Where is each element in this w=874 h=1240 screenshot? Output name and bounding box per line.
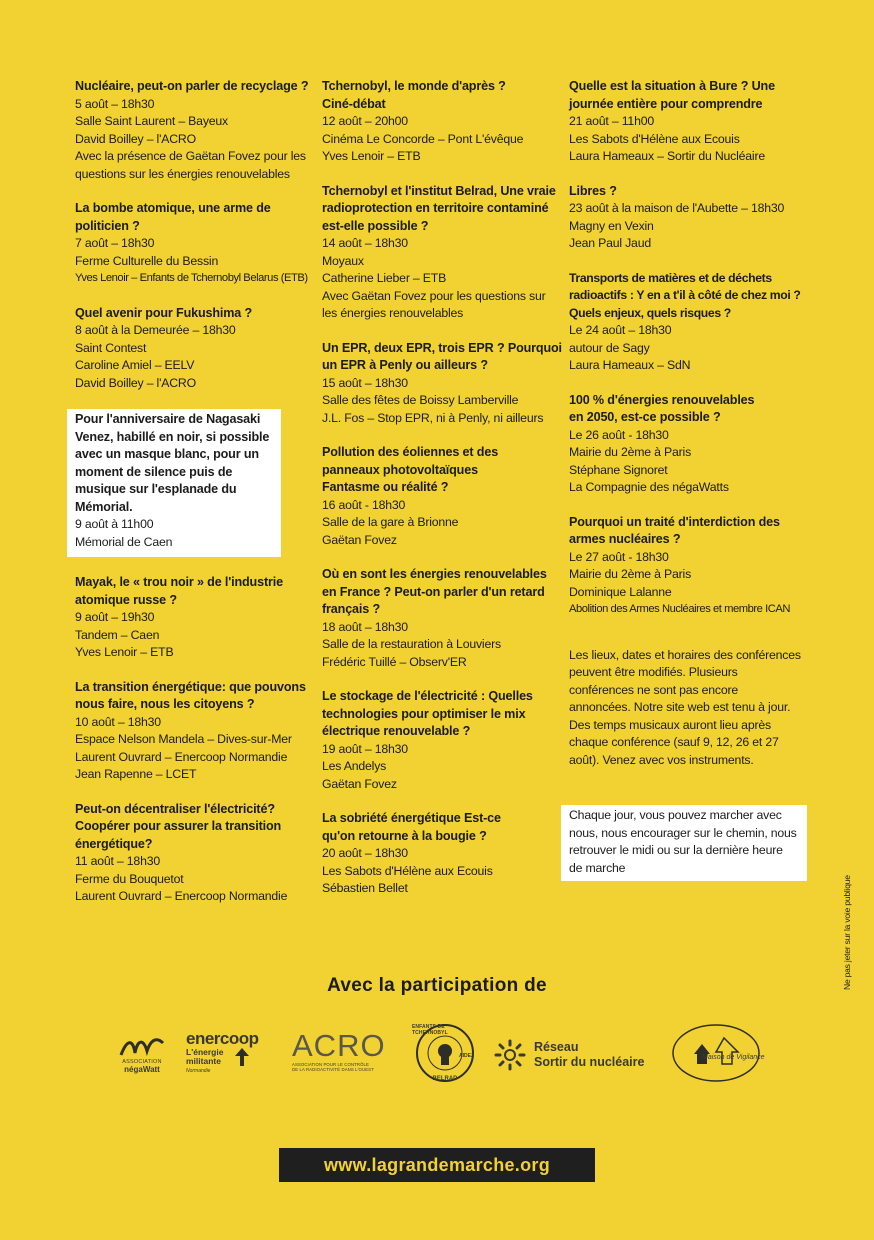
acro-logo bbox=[292, 1030, 392, 1080]
acro-name: ACRO bbox=[292, 1028, 386, 1063]
event-place: Mémorial de Caen bbox=[75, 534, 173, 549]
event-title: Transports de matières et de déchets radioactifs : Y en a t'il à côté de chez moi ? Quels enjeux, quels risques ? bbox=[569, 270, 801, 320]
event-speaker: Jean Paul Jaud bbox=[569, 236, 651, 250]
event-place: Cinéma Le Concorde – Pont L'évêque bbox=[322, 131, 524, 146]
event-place: Mairie du 2ème à Paris bbox=[569, 567, 692, 581]
event-speaker: Laurent Ouvrard – Enercoop Normandie bbox=[75, 889, 288, 903]
event bbox=[322, 566, 562, 671]
event-place: Saint Contest bbox=[75, 340, 147, 355]
enercoop-tagline-row bbox=[186, 1048, 249, 1066]
event-date: 8 août à la Demeurée – 18h30 bbox=[75, 323, 236, 337]
event bbox=[322, 810, 562, 898]
event bbox=[569, 270, 809, 375]
vigilance-seal-icon bbox=[672, 1024, 760, 1082]
event-title: Pollution des éoliennes et des panneaux photovoltaïques Fantasme ou réalité ? bbox=[322, 445, 499, 494]
walk-note-box: Chaque jour, vous pouvez marcher avec nous, nous encourager sur le chemin, nous retrouver le midi ou sur la dernière heure de marche bbox=[561, 805, 807, 881]
event-speaker: David Boilley – l'ACRO bbox=[75, 131, 196, 146]
column-3 bbox=[569, 78, 809, 769]
event-place: Salle de la restauration à Louviers bbox=[322, 637, 501, 651]
event-place: Tandem – Caen bbox=[75, 627, 160, 642]
event-place: Salle de la gare à Brionne bbox=[322, 515, 459, 529]
event-title: Quelle est la situation à Bure ? Une journée entière pour comprendre bbox=[569, 79, 775, 111]
column-1 bbox=[75, 78, 315, 923]
event-speaker: Dominique Lalanne bbox=[569, 584, 672, 599]
event-title: 100 % d'énergies renouvelables en 2050, est-ce possible ? bbox=[569, 392, 755, 424]
event-place: Espace Nelson Mandela – Dives-sur-Mer bbox=[75, 732, 292, 746]
enercoop-tag2: militante bbox=[186, 1056, 221, 1066]
enercoop-name: enercoop bbox=[186, 1029, 259, 1048]
event-title: Tchernobyl et l'institut Belrad, Une vraie radioprotection en territoire contaminé est-elle possible ? bbox=[322, 183, 556, 233]
event-date: 15 août – 18h30 bbox=[322, 375, 408, 390]
event-date: 5 août – 18h30 bbox=[75, 96, 155, 111]
event bbox=[75, 574, 315, 662]
event bbox=[322, 688, 562, 793]
event-date: 19 août – 18h30 bbox=[322, 741, 408, 756]
event-date: 9 août à 11h00 bbox=[75, 517, 154, 531]
event-date: 11 août – 18h30 bbox=[75, 854, 160, 868]
event bbox=[322, 340, 562, 428]
event bbox=[75, 200, 315, 288]
event-date: 9 août – 19h30 bbox=[75, 610, 155, 624]
event-title: Mayak, le « trou noir » de l'industrie atomique russe ? bbox=[75, 575, 283, 607]
event bbox=[569, 514, 809, 619]
website-url[interactable]: www.lagrandemarche.org bbox=[279, 1148, 595, 1182]
reseau-text bbox=[534, 1040, 644, 1070]
event-place: Salle des fêtes de Boissy Lamberville bbox=[322, 393, 519, 407]
event-speaker: Caroline Amiel – EELV bbox=[75, 358, 195, 372]
event-place: Salle Saint Laurent – Bayeux bbox=[75, 114, 228, 128]
event-date: 7 août – 18h30 bbox=[75, 236, 155, 250]
nagasaki-box bbox=[67, 409, 281, 557]
column-2 bbox=[322, 78, 562, 915]
event-place: Mairie du 2ème à Paris bbox=[569, 445, 692, 459]
event-title: Un EPR, deux EPR, trois EPR ? Pourquoi un EPR à Penly ou ailleurs ? bbox=[322, 340, 562, 372]
event bbox=[569, 183, 809, 253]
belrad-top: ENFANTS DE TCHERNOBYL bbox=[412, 1024, 448, 1036]
event-speaker: Laura Hameaux – Sortir du Nucléaire bbox=[569, 149, 766, 163]
event-title: La sobriété énergétique Est-ce qu'on retourne à la bougie ? bbox=[322, 811, 501, 843]
event-title: Où en sont les énergies renouvelables en France ? Peut-on parler d'un retard français ? bbox=[322, 567, 547, 616]
event-place: Ferme du Bouquetot bbox=[75, 871, 184, 886]
enercoop-logo bbox=[186, 1030, 276, 1082]
participation-heading: Avec la participation de bbox=[327, 975, 547, 996]
reseau-line1: Réseau bbox=[534, 1040, 579, 1054]
event-speaker: Jean Rapenne – LCET bbox=[75, 767, 197, 781]
reseau-logo bbox=[494, 1038, 664, 1072]
event-speaker: Gaëtan Fovez bbox=[322, 532, 397, 547]
event-place: Magny en Vexin bbox=[569, 218, 654, 233]
event-speaker: Frédéric Tuillé – Observ'ER bbox=[322, 654, 467, 669]
belrad-text bbox=[412, 1024, 478, 1084]
event-title: Pour l'anniversaire de Nagasaki Venez, habillé en noir, si possible avec un masque blanc, pour un moment de silence puis de musique sur l'esplanade du Mémorial. bbox=[75, 412, 270, 514]
vigilance-logo bbox=[672, 1024, 765, 1082]
negawatt-line2: négaWatt bbox=[124, 1064, 160, 1074]
negawatt-line1: ASSOCIATION bbox=[122, 1058, 162, 1065]
acro-sub1: ASSOCIATION POUR LE CONTRÔLE bbox=[292, 1062, 369, 1067]
legal-mention: Ne pas jeter sur la voie publique bbox=[842, 875, 852, 990]
event bbox=[75, 78, 315, 183]
event-date: 14 août – 18h30 bbox=[322, 236, 408, 250]
event-title: Peut-on décentraliser l'électricité? Coopérer pour assurer la transition énergétique? bbox=[75, 801, 282, 851]
event-title: La bombe atomique, une arme de politicien ? bbox=[75, 201, 271, 233]
partner-logos bbox=[0, 1022, 874, 1084]
event bbox=[322, 444, 562, 549]
event-title: La transition énergétique: que pouvons nous faire, nous les citoyens ? bbox=[75, 679, 306, 711]
event-place: Moyaux bbox=[322, 253, 364, 268]
event-date: Le 27 août - 18h30 bbox=[569, 549, 669, 564]
event-date: Le 26 août - 18h30 bbox=[569, 427, 669, 442]
event-note: Avec la présence de Gaëtan Fovez pour les questions sur les énergies renouvelables bbox=[75, 149, 306, 181]
event bbox=[75, 305, 315, 393]
event-speaker: Yves Lenoir – ETB bbox=[322, 149, 421, 163]
event bbox=[75, 801, 315, 906]
event-title: Quel avenir pour Fukushima ? bbox=[75, 305, 253, 320]
event-speaker: Sébastien Bellet bbox=[322, 881, 408, 895]
event-place: Ferme Culturelle du Bessin bbox=[75, 253, 219, 268]
event-place: Les Sabots d'Hélène aux Ecouis bbox=[569, 131, 740, 146]
event-date: 18 août – 18h30 bbox=[322, 619, 408, 634]
event-date: 20 août – 18h30 bbox=[322, 846, 408, 860]
event-speaker: Stéphane Signoret bbox=[569, 462, 668, 477]
enercoop-tag1: L'énergie bbox=[186, 1047, 224, 1057]
event-speaker: David Boilley – l'ACRO bbox=[75, 375, 196, 390]
event bbox=[322, 78, 562, 166]
event-note: Avec Gaëtan Fovez pour les questions sur les énergies renouvelables bbox=[322, 288, 546, 320]
event-speaker: Abolition des Armes Nucléaires et membre ICAN bbox=[569, 603, 790, 615]
event-date: 23 août à la maison de l'Aubette – 18h30 bbox=[569, 201, 785, 215]
event-place: Les Sabots d'Hélène aux Ecouis bbox=[322, 863, 493, 878]
vigilance-name: Maison de Vigilance bbox=[702, 1054, 765, 1061]
event bbox=[75, 679, 315, 784]
info-note: Les lieux, dates et horaires des conférences peuvent être modifiés. Plusieurs conférences ne sont pas encore annoncées. Notre site web est tenu à jour. Des temps musicaux auront lieu après chaque conférence (sauf 9, 12, 26 et 27 août). Venez avec vos instruments. bbox=[569, 647, 801, 767]
event-date: 10 août – 18h30 bbox=[75, 714, 161, 729]
event-place: autour de Sagy bbox=[569, 340, 650, 355]
event bbox=[569, 78, 809, 166]
event-speaker: Laurent Ouvrard – Enercoop Normandie bbox=[75, 749, 288, 764]
event-title: Nucléaire, peut-on parler de recyclage ? bbox=[75, 79, 309, 93]
event-title: Pourquoi un traité d'interdiction des armes nucléaires ? bbox=[569, 514, 780, 546]
event bbox=[322, 183, 562, 323]
acro-sub2: DE LA RADIOACTIVITÉ DANS L'OUEST bbox=[292, 1067, 374, 1072]
event-title: Libres ? bbox=[569, 183, 617, 198]
arrow-up-icon bbox=[235, 1048, 249, 1066]
event-title: Tchernobyl, le monde d'après ? Ciné-débat bbox=[322, 79, 506, 111]
reseau-line2: Sortir du nucléaire bbox=[534, 1055, 645, 1069]
event-speaker: Catherine Lieber – ETB bbox=[322, 271, 447, 285]
event-place: Les Andelys bbox=[322, 759, 387, 773]
event-speaker: La Compagnie des négaWatts bbox=[569, 480, 729, 494]
belrad-bottom: BELRAD bbox=[432, 1076, 458, 1082]
event-date: 12 août – 20h00 bbox=[322, 114, 408, 128]
negawatt-mark-icon bbox=[117, 1033, 167, 1059]
event-date: Le 24 août – 18h30 bbox=[569, 323, 672, 337]
event-title: Le stockage de l'électricité : Quelles technologies pour optimiser le mix électrique renouvelable ? bbox=[322, 689, 533, 738]
negawatt-logo bbox=[114, 1028, 170, 1078]
event bbox=[569, 392, 809, 497]
event-speaker: Gaëtan Fovez bbox=[322, 776, 397, 791]
sun-icon bbox=[494, 1039, 526, 1071]
event-date: 16 août - 18h30 bbox=[322, 497, 406, 512]
enercoop-region: Normandie bbox=[186, 1068, 211, 1074]
event-speaker: Laura Hameaux – SdN bbox=[569, 358, 691, 372]
event-speaker: Yves Lenoir – Enfants de Tchernobyl Belarus (ETB) bbox=[75, 272, 308, 284]
event-speaker: J.L. Fos – Stop EPR, ni à Penly, ni ailleurs bbox=[322, 410, 544, 425]
event-speaker: Yves Lenoir – ETB bbox=[75, 645, 174, 659]
belrad-mid: AIDEZ bbox=[459, 1053, 474, 1059]
event-date: 21 août – 11h00 bbox=[569, 114, 654, 128]
